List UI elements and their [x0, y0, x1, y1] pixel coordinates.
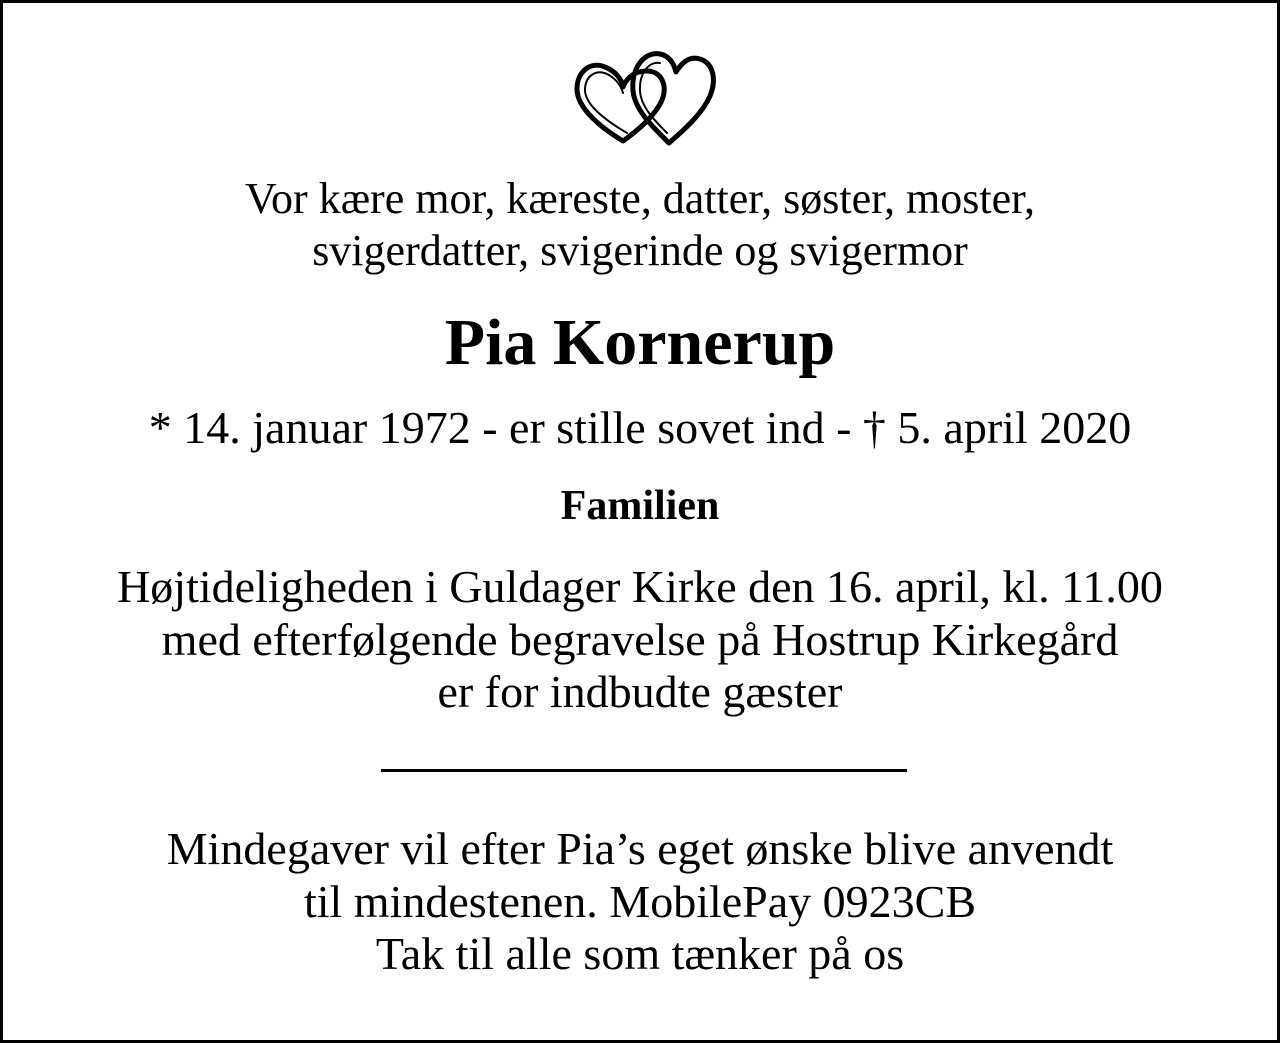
- two-hearts-icon: [567, 43, 719, 153]
- ceremony-line-2: med efterfølgende begravelse på Hostrup Kirkegård: [161, 614, 1119, 665]
- ceremony-line-1: Højtideligheden i Guldager Kirke den 16. april, kl. 11.00: [117, 561, 1163, 612]
- memorial-line-2: til mindestenen. MobilePay 0923CB: [303, 876, 977, 927]
- birth-death-dates: * 14. januar 1972 - er stille sovet ind - † 5. april 2020: [148, 402, 1132, 453]
- intro-line-2: svigerdatter, svigerinde og svigermor: [312, 226, 968, 275]
- memorial-line-3: Tak til alle som tænker på os: [375, 928, 905, 979]
- intro-line-1: Vor kære mor, kæreste, datter, søster, moster,: [244, 174, 1036, 223]
- signed-by: Familien: [560, 483, 720, 529]
- divider-line: [381, 769, 907, 772]
- ceremony-line-3: er for indbudte gæster: [437, 666, 843, 717]
- deceased-name: Pia Kornerup: [444, 306, 836, 379]
- memorial-line-1: Mindegaver vil efter Pia’s eget ønske blive anvendt: [166, 823, 1114, 874]
